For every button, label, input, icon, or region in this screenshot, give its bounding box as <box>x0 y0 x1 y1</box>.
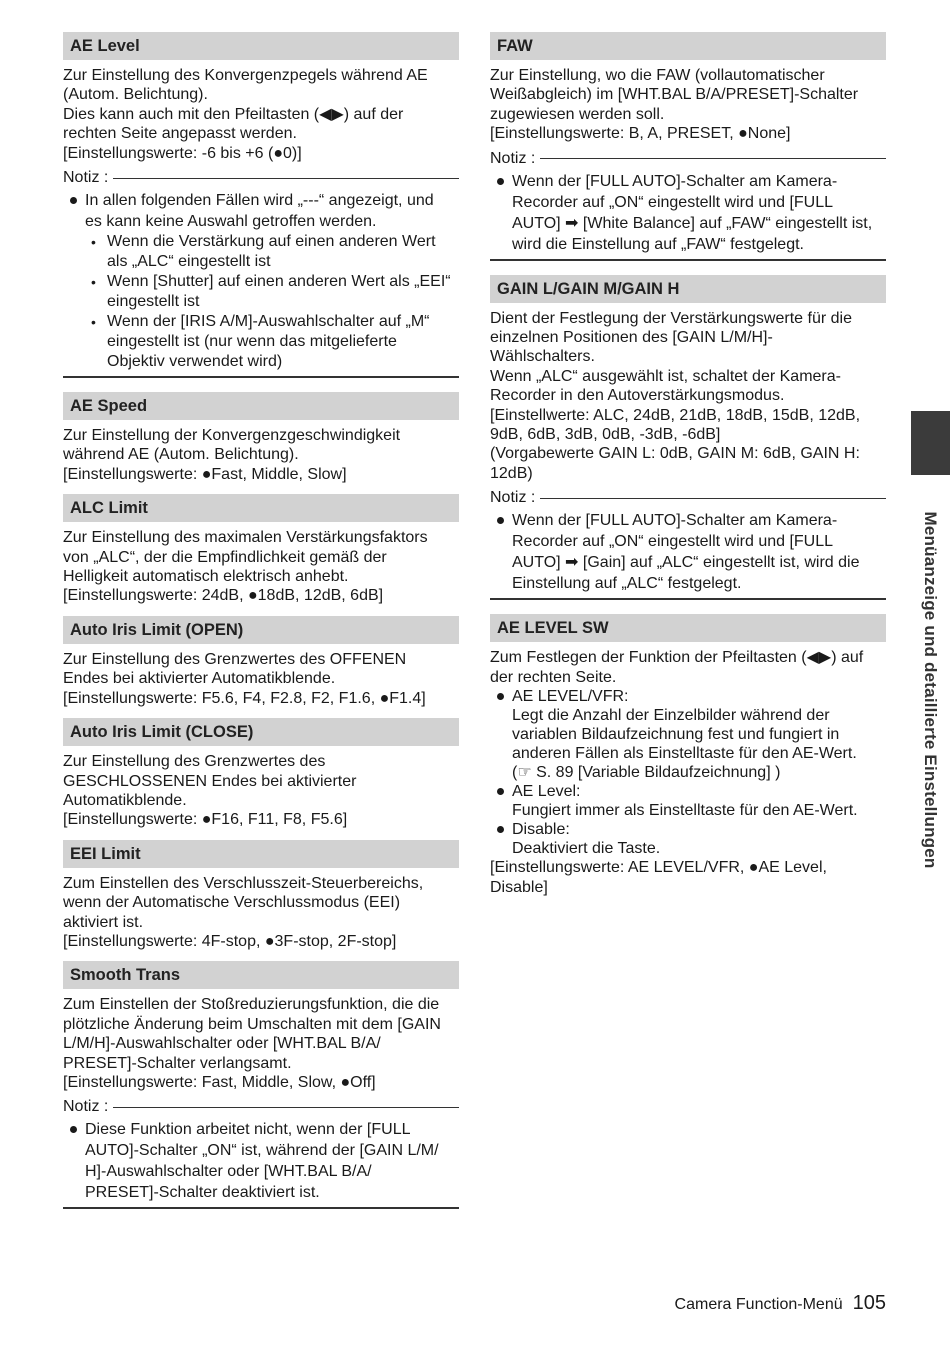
section-heading: AE Level <box>63 32 459 60</box>
text-line: Zum Festlegen der Funktion der Pfeiltasten (◀▶) auf <box>490 649 864 667</box>
text-line: Zur Einstellung des Konvergenzpegels während AE <box>63 67 428 84</box>
text-line: Deaktiviert die Taste. <box>512 840 661 858</box>
text-line: plötzliche Änderung beim Umschalten mit dem [GAIN <box>63 1015 441 1033</box>
text-line: 9dB, 6dB, 3dB, 0dB, -3dB, -6dB] <box>490 426 721 444</box>
text-line: [Einstellungswerte: B, A, PRESET, ●None] <box>490 125 791 143</box>
text-line: Disable: <box>512 821 570 839</box>
note-header <box>490 488 886 508</box>
text-line: 12dB) <box>490 464 533 482</box>
section-heading: FAW <box>490 32 886 60</box>
note-rule <box>113 178 459 179</box>
text-line: Einstellung auf „ALC“ festgelegt. <box>512 575 742 593</box>
text-line: Recorder auf „ON“ eingestellt wird und [FULL <box>512 533 834 551</box>
text-line: [Einstellwerte: ALC, 24dB, 21dB, 18dB, 15dB, 12dB, <box>490 406 861 424</box>
sub-item <box>85 312 459 372</box>
note-rule <box>540 498 886 499</box>
note-label: Notiz : <box>490 149 536 167</box>
text-line: variablen Bildaufzeichnung fest und fungiert in <box>512 726 840 744</box>
text-line: [Einstellungswerte: ●F16, F11, F8, F5.6] <box>63 811 348 829</box>
text-line: eingestellt ist (nur wenn das mitgelieferte <box>107 333 397 351</box>
note-header <box>63 168 459 188</box>
text-line: Diese Funktion arbeitet nicht, wenn der [FULL <box>85 1121 411 1139</box>
text-line: Objektiv verwendet wird) <box>107 353 283 371</box>
text-line: aktiviert ist. <box>63 913 144 931</box>
section-body <box>490 648 886 687</box>
section-heading: EEI Limit <box>63 840 459 868</box>
cross-reference-link[interactable]: (☞ S. 89 [Variable Bildaufzeichnung] ) <box>512 764 781 782</box>
section-heading: Auto Iris Limit (OPEN) <box>63 616 459 644</box>
section-faw <box>490 32 886 261</box>
text-line: Legt die Anzahl der Einzelbilder während der <box>512 707 830 725</box>
section-ae-level-sw <box>490 614 886 897</box>
text-line: Wenn der [FULL AUTO]-Schalter am Kamera- <box>512 512 838 530</box>
text-line: [Einstellungswerte: 24dB, ●18dB, 12dB, 6dB] <box>63 587 384 605</box>
page-number: 105 <box>852 1292 886 1314</box>
text-line: GESCHLOSSENEN Endes bei aktivierter <box>63 772 357 790</box>
note-label: Notiz : <box>63 1098 109 1116</box>
text-line: Disable] <box>490 878 548 896</box>
section-body <box>490 66 886 144</box>
text-line: (Autom. Belichtung). <box>63 86 208 104</box>
text-line: von „ALC“, der die Empfindlichkeit gemäß der <box>63 548 387 566</box>
note-item <box>490 510 886 594</box>
section-body <box>63 426 459 484</box>
text-line: rechten Seite angepasst werden. <box>63 125 297 143</box>
text-line: Wenn „ALC“ ausgewählt ist, schaltet der Kamera- <box>490 367 841 385</box>
section-body <box>490 858 886 897</box>
section-auto-iris-close <box>63 718 459 830</box>
text-line: (Vorgabewerte GAIN L: 0dB, GAIN M: 6dB, GAIN H: <box>490 445 860 463</box>
section-body <box>63 66 459 163</box>
note-item <box>63 190 459 372</box>
chapter-tab-marker <box>911 411 950 475</box>
note-label: Notiz : <box>63 169 109 187</box>
text-line: Wenn der [FULL AUTO]-Schalter am Kamera- <box>512 172 838 190</box>
text-line: Zur Einstellung der Konvergenzgeschwindigkeit <box>63 427 401 445</box>
text-line: zugewiesen werden soll. <box>490 105 665 123</box>
section-body <box>63 995 459 1092</box>
text-line: während AE (Autom. Belichtung). <box>63 446 299 464</box>
text-line: Helligkeit automatisch elektrisch anhebt. <box>63 568 349 586</box>
text-line: Dient der Festlegung der Verstärkungswerte für die <box>490 309 852 327</box>
text-line: Zur Einstellung des Grenzwertes des <box>63 753 326 771</box>
note-header <box>490 149 886 169</box>
page-footer <box>675 1292 886 1315</box>
right-column <box>490 32 886 907</box>
section-auto-iris-open <box>63 616 459 708</box>
text-line: wird die Einstellung auf „FAW“ festgelegt. <box>512 235 804 253</box>
text-line: [Einstellungswerte: F5.6, F4, F2.8, F2, F1.6, ●F1.4] <box>63 689 426 707</box>
note-item <box>63 1119 459 1203</box>
text-line: [Einstellungswerte: -6 bis +6 (●0)] <box>63 144 302 162</box>
text-line: PRESET]-Schalter verlangsamt. <box>63 1054 292 1072</box>
text-line: AE LEVEL/VFR: <box>512 688 629 706</box>
note-list <box>490 510 886 594</box>
note-rule <box>540 158 886 159</box>
text-line: PRESET]-Schalter deaktiviert ist. <box>85 1184 320 1202</box>
section-body <box>63 650 459 708</box>
text-line: [Einstellungswerte: 4F-stop, ●3F-stop, 2F-stop] <box>63 932 397 950</box>
section-heading: AE Speed <box>63 392 459 420</box>
text-line: der rechten Seite. <box>490 668 617 686</box>
text-line: einzelnen Positionen des [GAIN L/M/H]- <box>490 329 773 347</box>
note-list <box>490 171 886 255</box>
sub-item <box>85 232 459 272</box>
text-line: H]-Auswahlschalter oder [WHT.BAL B/A/ <box>85 1163 372 1181</box>
note-label: Notiz : <box>490 489 536 507</box>
text-line: L/M/H]-Auswahlschalter oder [WHT.BAL B/A/ <box>63 1035 381 1053</box>
text-line: Recorder in den Autoverstärkungsmodus. <box>490 387 785 405</box>
section-smooth-trans <box>63 961 459 1209</box>
text-line: • Wenn die Verstärkung auf einen anderen Wert <box>107 233 436 251</box>
option-item <box>490 820 886 858</box>
text-line: Dies kann auch mit den Pfeiltasten (◀▶) auf der <box>63 105 404 123</box>
text-line: Wählschalters. <box>490 348 595 366</box>
footer-chapter: Camera Function-Menü <box>674 1296 843 1313</box>
section-body <box>490 309 886 484</box>
option-list <box>490 687 886 858</box>
section-gain <box>490 275 886 601</box>
text-line: Zur Einstellung, wo die FAW (vollautomatischer <box>490 67 825 84</box>
note-list <box>63 1119 459 1203</box>
note-item <box>490 171 886 255</box>
text-line: Zum Einstellen der Stoßreduzierungsfunktion, die die <box>63 996 440 1014</box>
section-heading: ALC Limit <box>63 494 459 522</box>
text-line: Automatikblende. <box>63 791 187 809</box>
text-line: • Wenn [Shutter] auf einen anderen Wert als „EEI“ <box>107 273 451 291</box>
section-body <box>63 528 459 606</box>
option-item <box>490 687 886 782</box>
text-line: Recorder auf „ON“ eingestellt wird und [FULL <box>512 193 834 211</box>
section-eei-limit <box>63 840 459 952</box>
text-line: es kann keine Auswahl getroffen werden. <box>85 213 377 231</box>
text-line: anderen Fällen als Einstelltaste für den AE-Wert. <box>512 745 857 763</box>
text-line: • Wenn der [IRIS A/M]-Auswahlschalter auf „M“ <box>107 313 430 331</box>
text-line: eingestellt ist <box>107 293 200 311</box>
text-line: AE Level: <box>512 783 581 801</box>
section-body <box>63 752 459 830</box>
note-header <box>63 1097 459 1117</box>
text-line: Endes bei aktivierter Automatikblende. <box>63 670 336 688</box>
text-line: Zur Einstellung des Grenzwertes des OFFENEN <box>63 650 407 668</box>
left-column <box>63 32 459 1223</box>
option-item <box>490 782 886 820</box>
section-heading: Smooth Trans <box>63 961 459 989</box>
section-body <box>63 874 459 952</box>
note-list <box>63 190 459 372</box>
sub-item <box>85 272 459 312</box>
text-line: Fungiert immer als Einstelltaste für den AE-Wert. <box>512 802 858 820</box>
chapter-side-title-text: Menüanzeige und detaillierte Einstellungen <box>921 511 940 869</box>
section-heading: AE LEVEL SW <box>490 614 886 642</box>
sub-list <box>85 232 459 372</box>
section-heading: GAIN L/GAIN M/GAIN H <box>490 275 886 303</box>
text-line: [Einstellungswerte: ●Fast, Middle, Slow] <box>63 465 347 483</box>
text-line: AUTO] ➡ [Gain] auf „ALC“ eingestellt ist, wird die <box>512 554 860 572</box>
text-line: AUTO]-Schalter „ON“ ist, während der [GAIN L/M/ <box>85 1142 439 1160</box>
section-alc-limit <box>63 494 459 606</box>
text-line: wenn der Automatische Verschlussmodus (EEI) <box>63 894 401 912</box>
text-line: AUTO] ➡ [White Balance] auf „FAW“ eingestellt ist, <box>512 214 873 232</box>
section-ae-level <box>63 32 459 378</box>
section-heading: Auto Iris Limit (CLOSE) <box>63 718 459 746</box>
text-line: Weißabgleich) im [WHT.BAL B/A/PRESET]-Schalter <box>490 86 859 104</box>
section-ae-speed <box>63 392 459 484</box>
text-line: Zum Einstellen des Verschlusszeit-Steuerbereichs, <box>63 874 424 892</box>
text-line: Zur Einstellung des maximalen Verstärkungsfaktors <box>63 529 428 547</box>
text-line: In allen folgenden Fällen wird „---“ angezeigt, und <box>85 192 434 210</box>
text-line: [Einstellungswerte: AE LEVEL/VFR, ●AE Level, <box>490 859 827 877</box>
text-line: [Einstellungswerte: Fast, Middle, Slow, ●Off] <box>63 1073 376 1091</box>
text-line: als „ALC“ eingestellt ist <box>107 253 271 271</box>
note-rule <box>113 1107 459 1108</box>
